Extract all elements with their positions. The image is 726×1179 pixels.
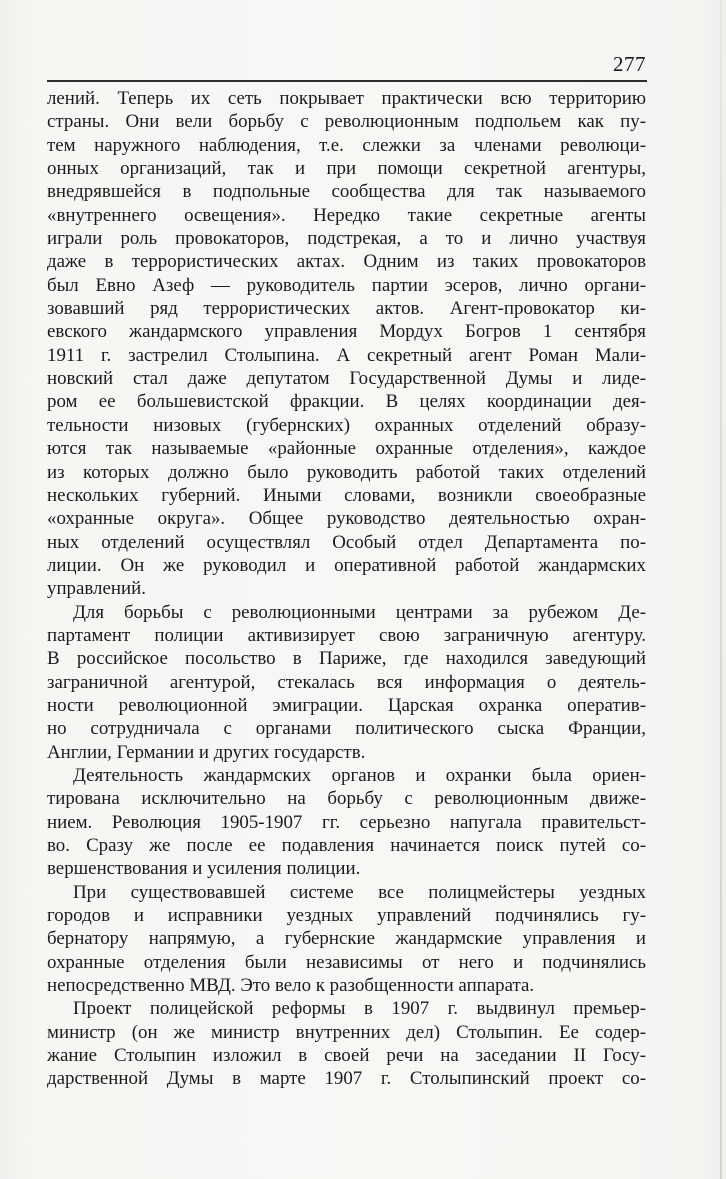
text-line: из которых должно было руководить работой таких отделений xyxy=(47,461,646,483)
text-line: вершенствования и усиления полиции. xyxy=(47,858,361,880)
text-line: ных отделений осуществлял Особый отдел Департамента по- xyxy=(47,531,646,553)
text-line: «внутреннего освещения». Нередко такие секретные агенты xyxy=(47,204,646,226)
text-line: В российское посольство в Париже, где находился заведующий xyxy=(47,648,646,670)
text-line: евского жандармского управления Мордух Богров 1 сентября xyxy=(47,321,646,343)
text-line: был Евно Азеф — руководитель партии эсеров, лично органи- xyxy=(47,274,646,296)
paragraph xyxy=(47,881,646,998)
text-line: нием. Революция 1905-1907 гг. серьезно напугала правительст- xyxy=(47,811,646,833)
text-line: управлений. xyxy=(47,578,146,600)
text-line: тельности низовых (губернских) охранных отделений образу- xyxy=(47,414,646,436)
text-line: городов и исправники уездных управлений подчинялись гу- xyxy=(47,905,646,927)
text-block xyxy=(47,87,646,1091)
text-line: но сотрудничала с органами политического сыска Франции, xyxy=(47,718,646,740)
text-line: даже в террористических актах. Одним из таких провокаторов xyxy=(47,251,646,273)
text-line: 1911 г. застрелил Столыпина. А секретный агент Роман Мали- xyxy=(47,344,646,366)
page-number: 277 xyxy=(613,52,646,76)
text-line: жание Столыпин изложил в своей речи на заседании II Госу- xyxy=(47,1045,646,1067)
text-line: ются так называемые «районные охранные отделения», каждое xyxy=(47,438,646,460)
text-line: партамент полиции активизирует свою заграничную агентуру. xyxy=(47,624,646,646)
text-line: во. Сразу же после ее подавления начинается поиск путей со- xyxy=(47,835,646,856)
text-line: лений. Теперь их сеть покрывает практически всю территорию xyxy=(47,88,646,109)
text-line: «охранные округа». Общее руководство деятельностью охран- xyxy=(47,508,646,530)
text-line: заграничной агентурой, стекалась вся информация о деятель- xyxy=(47,671,646,693)
text-line: играли роль провокаторов, подстрекая, а то и лично участвуя xyxy=(47,228,646,250)
paragraph xyxy=(47,764,646,881)
text-line: охранные отделения были независимы от него и подчинялись xyxy=(47,951,646,973)
text-line: Для борьбы с революционными центрами за рубежом Де- xyxy=(73,601,646,623)
header-rule xyxy=(47,80,647,82)
text-line: бернатору напрямую, а губернские жандармские управления и xyxy=(47,928,646,950)
text-line: тем наружного наблюдения, т.е. слежки за членами революци- xyxy=(47,134,646,156)
text-line: Англии, Германии и других государств. xyxy=(47,741,366,763)
text-line: Проект полицейской реформы в 1907 г. выдвинул премьер- xyxy=(73,998,646,1020)
text-line: министр (он же министр внутренних дел) Столыпин. Ее содер- xyxy=(47,1021,646,1043)
text-line: зовавший ряд террористических актов. Агент-провокатор ки- xyxy=(47,298,646,320)
text-line: новский стал даже депутатом Государственной Думы и лиде- xyxy=(47,368,646,390)
paragraph xyxy=(47,997,646,1090)
text-line: При существовавшей системе все полицмейстеры уездных xyxy=(73,881,646,903)
text-line: лиции. Он же руководил и оперативной работой жандармских xyxy=(47,554,646,576)
paragraph xyxy=(47,87,646,601)
text-line: дарственной Думы в марте 1907 г. Столыпинский проект со- xyxy=(47,1068,646,1090)
text-line: непосредственно МВД. Это вело к разобщенности аппарата. xyxy=(47,975,535,997)
text-line: внедрявшейся в подпольные сообщества для так называемого xyxy=(47,181,646,203)
text-line: ности революционной эмиграции. Царская охранка оператив- xyxy=(47,694,646,716)
text-line: Деятельность жандармских органов и охранки была ориен- xyxy=(73,764,646,786)
scan-edge-artifact xyxy=(720,0,722,1179)
text-line: ром ее большевистской фракции. В целях координации дея- xyxy=(47,391,646,413)
paragraph xyxy=(47,601,646,764)
text-line: онных организаций, так и при помощи секретной агентуры, xyxy=(47,158,646,180)
text-line: страны. Они вели борьбу с революционным подпольем как пу- xyxy=(47,111,646,133)
text-line: тирована исключительно на борьбу с революционным движе- xyxy=(47,788,646,810)
text-line: нескольких губерний. Иными словами, возникли своеобразные xyxy=(47,484,646,506)
